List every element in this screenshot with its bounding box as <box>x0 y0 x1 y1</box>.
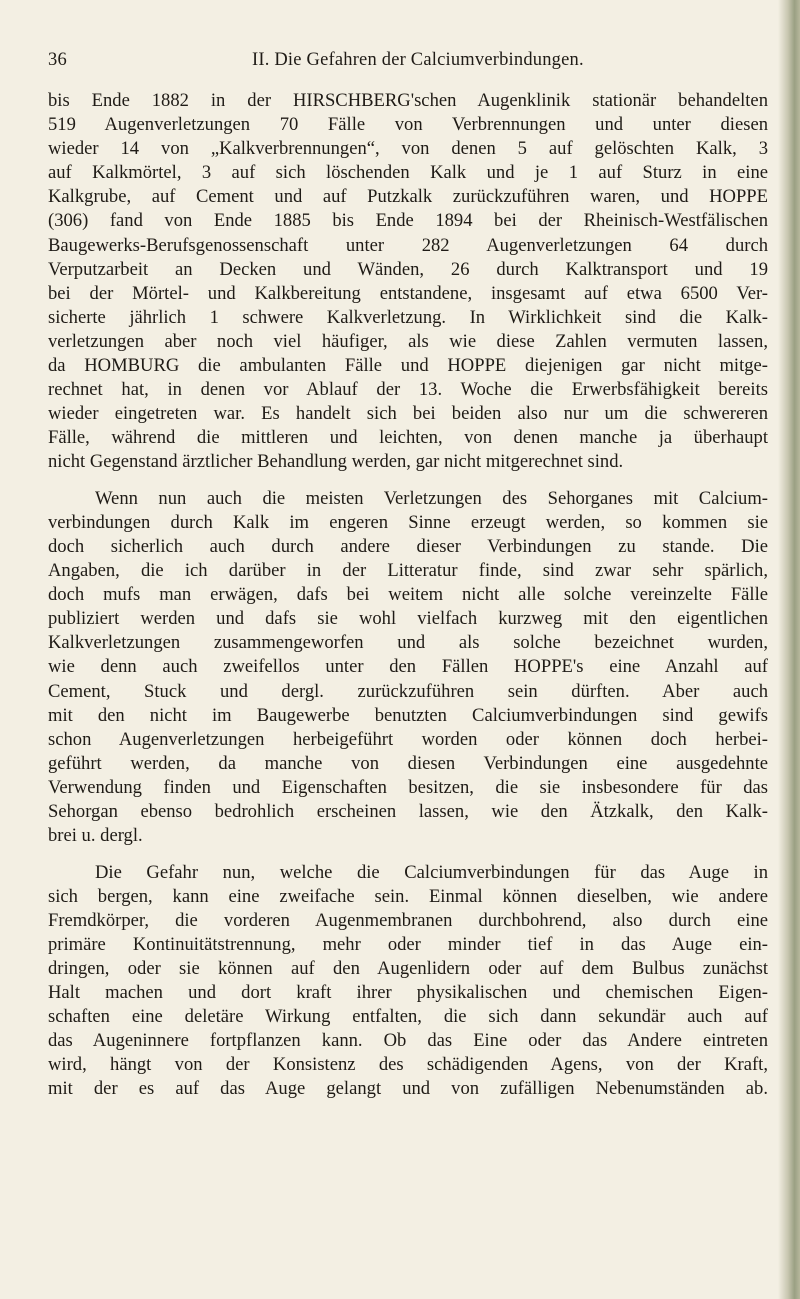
body-text <box>48 89 768 1101</box>
text-line: Wenn nun auch die meisten Verletzungen des Sehorganes mit Calcium- <box>95 487 768 509</box>
text-line: Cement, Stuck und dergl. zurückzuführen sein dürften. Aber auch <box>48 680 768 702</box>
running-title: II. Die Gefahren der Calciumverbindungen. <box>252 50 584 70</box>
text-line: doch sicherlich auch durch andere dieser Verbindungen zu stande. Die <box>48 535 768 557</box>
text-line: mit der es auf das Auge gelangt und von zufälligen Nebenumständen ab. <box>48 1078 768 1100</box>
text-line: (306) fand von Ende 1885 bis Ende 1894 bei der Rheinisch-Westfälischen <box>48 210 768 232</box>
text-line: das Augeninnere fortpflanzen kann. Ob das Eine oder das Andere eintreten <box>48 1030 768 1052</box>
text-line: doch mufs man erwägen, dafs bei weitem nicht alle solche vereinzelte Fälle <box>48 584 768 606</box>
text-line: Fremdkörper, die vorderen Augenmembranen durchbohrend, also durch eine <box>48 909 768 931</box>
text-line: sich bergen, kann eine zweifache sein. Einmal können dieselben, wie andere <box>48 885 768 907</box>
text-line: Verwendung finden und Eigenschaften besitzen, die sie insbesondere für das <box>48 776 768 798</box>
text-line: bei der Mörtel- und Kalkbereitung entstandene, insgesamt auf etwa 6500 Ver- <box>48 282 768 304</box>
text-line: publiziert werden und dafs sie wohl vielfach kurzweg mit den eigentlichen <box>48 608 768 630</box>
text-line: brei u. dergl. <box>48 825 143 847</box>
text-line: Baugewerks-Berufsgenossenschaft unter 282 Augenverletzungen 64 durch <box>48 234 768 256</box>
text-line: nicht Gegenstand ärztlicher Behandlung werden, gar nicht mitgerechnet sind. <box>48 451 624 473</box>
text-line: sicherte jährlich 1 schwere Kalkverletzung. In Wirklichkeit sind die Kalk- <box>48 306 768 328</box>
text-line: Die Gefahr nun, welche die Calciumverbindungen für das Auge in <box>95 861 768 883</box>
text-line: geführt werden, da manche von diesen Verbindungen eine ausgedehnte <box>48 752 768 774</box>
paragraph-3 <box>48 861 768 1102</box>
text-line: mit den nicht im Baugewerbe benutzten Calciumverbindungen sind gewifs <box>48 704 768 726</box>
paragraph-1 <box>48 89 768 475</box>
text-line: dringen, oder sie können auf den Augenlidern oder auf dem Bulbus zunächst <box>48 957 768 979</box>
text-line: auf Kalkmörtel, 3 auf sich löschenden Kalk und je 1 auf Sturz in eine <box>48 162 768 184</box>
text-line: Verputzarbeit an Decken und Wänden, 26 durch Kalktransport und 19 <box>48 258 768 280</box>
text-line: wie denn auch zweifellos unter den Fällen HOPPE's eine Anzahl auf <box>48 656 768 678</box>
text-line: Sehorgan ebenso bedrohlich erscheinen lassen, wie den Ätzkalk, den Kalk- <box>48 801 768 823</box>
text-line: verletzungen aber noch viel häufiger, als wie diese Zahlen vermuten lassen, <box>48 330 768 352</box>
page-number: 36 <box>48 50 67 70</box>
text-line: bis Ende 1882 in der HIRSCHBERG'schen Augenklinik stationär behandelten <box>48 90 768 111</box>
text-line: schaften eine deletäre Wirkung entfalten, die sich dann sekundär auch auf <box>48 1006 768 1028</box>
text-line: wieder 14 von „Kalkverbrennungen“, von denen 5 auf gelöschten Kalk, 3 <box>48 138 768 160</box>
page-header <box>48 50 768 76</box>
text-line: Angaben, die ich darüber in der Litteratur finde, sind zwar sehr spärlich, <box>48 560 768 582</box>
text-line: Halt machen und dort kraft ihrer physikalischen und chemischen Eigen- <box>48 981 768 1003</box>
text-line: primäre Kontinuitätstrennung, mehr oder minder tief in das Auge ein- <box>48 933 768 955</box>
text-line: 519 Augenverletzungen 70 Fälle von Verbrennungen und unter diesen <box>48 114 768 136</box>
text-line: da HOMBURG die ambulanten Fälle und HOPPE diejenigen gar nicht mitge- <box>48 355 768 377</box>
text-line: Kalkgrube, auf Cement und auf Putzkalk zurückzuführen waren, und HOPPE <box>48 186 768 208</box>
page-edge-shadow <box>778 0 800 1299</box>
paragraph-2 <box>48 487 768 848</box>
text-line: verbindungen durch Kalk im engeren Sinne erzeugt werden, so kommen sie <box>48 511 768 533</box>
text-line: schon Augenverletzungen herbeigeführt worden oder können doch herbei- <box>48 728 768 750</box>
text-line: wieder eingetreten war. Es handelt sich bei beiden also nur um die schwereren <box>48 403 768 425</box>
text-line: Kalkverletzungen zusammengeworfen und als solche bezeichnet wurden, <box>48 632 768 654</box>
text-line: Fälle, während die mittleren und leichten, von denen manche ja überhaupt <box>48 427 768 449</box>
text-line: wird, hängt von der Konsistenz des schädigenden Agens, von der Kraft, <box>48 1054 768 1076</box>
text-line: rechnet hat, in denen vor Ablauf der 13. Woche die Erwerbsfähigkeit bereits <box>48 379 768 401</box>
